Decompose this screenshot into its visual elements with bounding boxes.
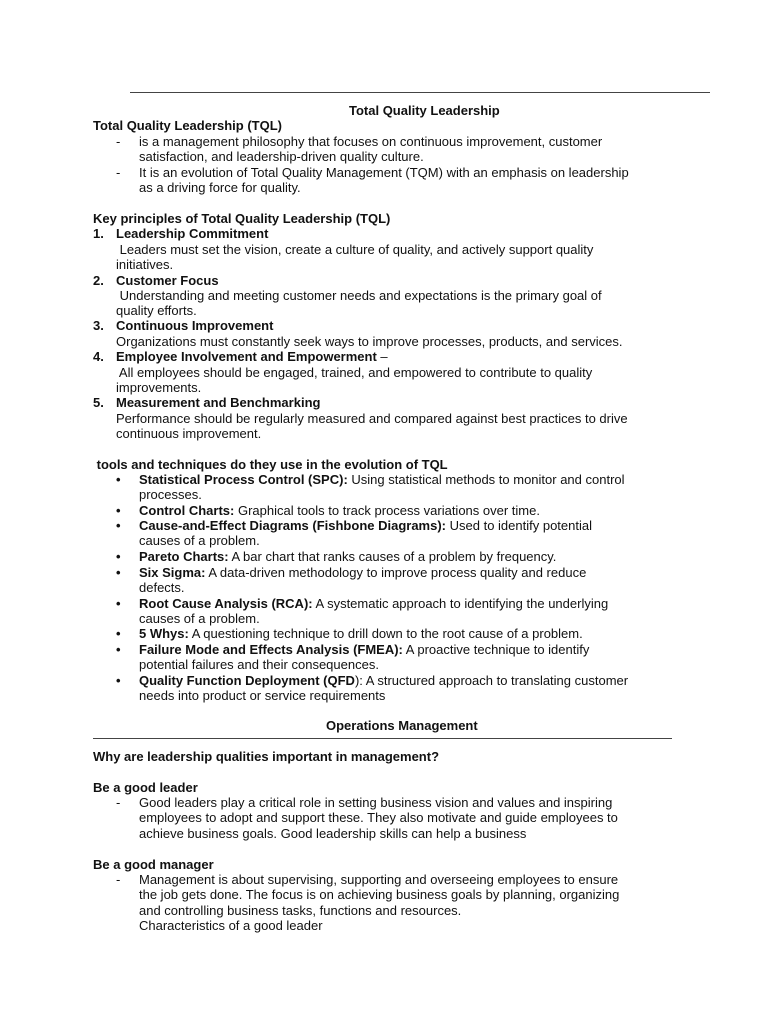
tool-desc-cont: potential failures and their consequences. [139,657,379,672]
tool-term: Root Cause Analysis (RCA): [139,596,313,611]
tool-desc-cont: defects. [139,580,185,595]
dash-marker: - [116,134,121,149]
tool-item [139,503,540,518]
dash-marker: - [116,795,121,810]
tool-desc: Using statistical methods to monitor and control [347,472,625,487]
bullet-marker: • [116,642,121,657]
tool-item [139,626,583,641]
tool-term: Failure Mode and Effects Analysis (FMEA): [139,642,403,657]
manager-heading: Be a good manager [93,857,214,872]
tool-desc-cont: processes. [139,487,202,502]
tool-desc: A data-driven methodology to improve process quality and reduce [205,565,587,580]
tool-term: Pareto Charts: [139,549,229,564]
tools-heading: tools and techniques do they use in the evolution of TQL [93,457,448,472]
principle-title-row [116,349,388,364]
tool-item [139,596,608,611]
principle-title: Continuous Improvement [116,318,274,333]
principle-title: Leadership Commitment [116,226,269,241]
tool-term: 5 Whys: [139,626,189,641]
principle-text: initiatives. [116,257,174,272]
principles-heading: Key principles of Total Quality Leadership (TQL) [93,211,391,226]
manager-line: the job gets done. The focus is on achieving business goals by planning, organizing [139,887,620,902]
bullet-marker: • [116,549,121,564]
manager-line: Characteristics of a good leader [139,918,323,933]
tool-term: Cause-and-Effect Diagrams (Fishbone Diagrams): [139,518,447,533]
intro-line: is a management philosophy that focuses on continuous improvement, customer [139,134,603,149]
leader-heading: Be a good leader [93,780,198,795]
bullet-marker: • [116,518,121,533]
tool-term: Statistical Process Control (SPC): [139,472,348,487]
section-title: Operations Management [326,718,478,733]
tool-desc: Used to identify potential [446,518,592,533]
leader-line: employees to adopt and support these. They also motivate and guide employees to [139,810,618,825]
tool-item [139,642,589,657]
tool-desc-cont: needs into product or service requirements [139,688,386,703]
principle-text: Performance should be regularly measured and compared against best practices to drive [116,411,628,426]
section-rule [93,738,672,739]
principle-text: improvements. [116,380,202,395]
principle-title: Measurement and Benchmarking [116,395,321,410]
tool-item [139,518,592,533]
list-number: 2. [93,273,104,288]
tool-item [139,472,625,487]
tool-item [139,673,628,688]
list-number: 4. [93,349,104,364]
manager-line: and controlling business tasks, functions and resources. [139,903,462,918]
dash-marker: - [116,872,121,887]
principle-title-suffix: – [376,349,388,364]
tool-desc: Graphical tools to track process variations over time. [234,503,540,518]
document-title: Total Quality Leadership [349,103,500,118]
bullet-marker: • [116,472,121,487]
tool-term: Six Sigma: [139,565,206,580]
tool-desc-cont: causes of a problem. [139,533,260,548]
list-number: 3. [93,318,104,333]
bullet-marker: • [116,565,121,580]
principle-text: Understanding and meeting customer needs and expectations is the primary goal of [116,288,602,303]
dash-marker: - [116,165,121,180]
bullet-marker: • [116,626,121,641]
manager-line: Management is about supervising, supporting and overseeing employees to ensure [139,872,619,887]
list-number: 1. [93,226,104,241]
tool-desc-cont: causes of a problem. [139,611,260,626]
principle-text: Organizations must constantly seek ways to improve processes, products, and services. [116,334,623,349]
principle-text: quality efforts. [116,303,197,318]
top-rule [130,92,710,93]
intro-line: satisfaction, and leadership-driven quality culture. [139,149,424,164]
bullet-marker: • [116,596,121,611]
intro-line: as a driving force for quality. [139,180,301,195]
principle-text: All employees should be engaged, trained, and empowered to contribute to quality [116,365,593,380]
tool-desc: A proactive technique to identify [402,642,590,657]
list-number: 5. [93,395,104,410]
tool-desc: ): A structured approach to translating customer [354,673,629,688]
principle-text: continuous improvement. [116,426,262,441]
intro-line: It is an evolution of Total Quality Management (TQM) with an emphasis on leadership [139,165,629,180]
leader-line: achieve business goals. Good leadership skills can help a business [139,826,527,841]
tool-desc: A bar chart that ranks causes of a problem by frequency. [228,549,557,564]
leader-line: Good leaders play a critical role in setting business vision and values and inspiring [139,795,613,810]
tool-item [139,549,556,564]
bullet-marker: • [116,673,121,688]
question-heading: Why are leadership qualities important in management? [93,749,440,764]
principle-text: Leaders must set the vision, create a culture of quality, and actively support quality [116,242,594,257]
tool-item [139,565,586,580]
tool-desc: A questioning technique to drill down to the root cause of a problem. [188,626,583,641]
bullet-marker: • [116,503,121,518]
tool-desc: A systematic approach to identifying the underlying [312,596,609,611]
principle-title: Employee Involvement and Empowerment [116,349,377,364]
tool-term: Control Charts: [139,503,235,518]
principle-title: Customer Focus [116,273,219,288]
tool-term: Quality Function Deployment (QFD [139,673,355,688]
tql-heading: Total Quality Leadership (TQL) [93,118,282,133]
